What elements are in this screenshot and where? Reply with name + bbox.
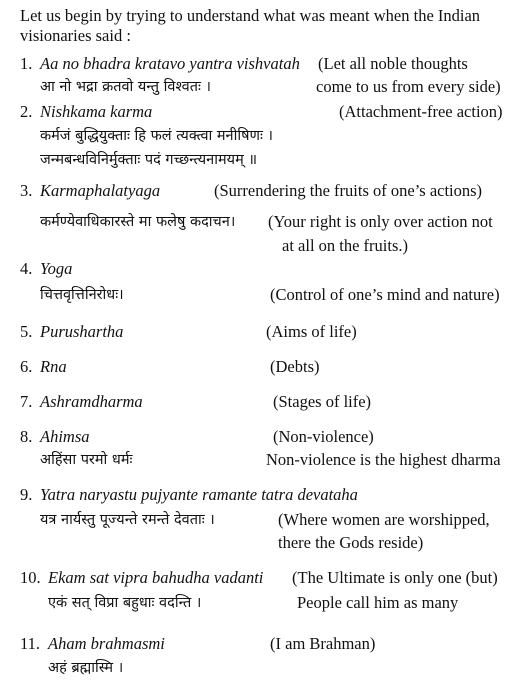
item-gloss: (Aims of life) [266,322,357,341]
item-number: 11. [20,634,41,653]
item-sanskrit: चित्तवृत्तिनिरोधः। [40,287,124,303]
item-gloss: (Control of one’s mind and nature) [270,285,500,304]
item-number: 10. [20,568,41,587]
item-gloss: (Non-violence) [273,427,374,446]
item-term: Rna [40,357,67,376]
item-gloss-continued: People call him as many [297,593,459,612]
item-gloss: (Attachment-free action) [339,102,503,121]
item-term: Yatra naryastu pujyante ramante tatra devataha [40,485,358,504]
item-gloss-continued: come to us from every side) [316,77,501,96]
item-number: 8. [20,427,33,446]
item-gloss-continued: at all on the fruits.) [282,236,409,255]
item-term: Aham brahmasmi [48,634,165,653]
item-term: Aa no bhadra kratavo yantra vishvatah [40,54,300,73]
item-sanskrit: आ नो भद्रा क्रतवो यन्तु विश्वतः । [40,79,212,95]
item-number: 1. [20,54,33,73]
intro-paragraph: Let us begin by trying to understand what was meant when the Indian visionaries said : [20,6,481,45]
item-gloss-continued: Non-violence is the highest dharma [266,450,501,469]
item-number: 7. [20,392,33,411]
item-number: 3. [20,181,33,200]
item-sanskrit: अहिंसा परमो धर्मः [40,452,133,468]
item-number: 6. [20,357,33,376]
item-term: Ahimsa [40,427,90,446]
item-gloss: (I am Brahman) [270,634,376,653]
item-number: 9. [20,485,33,504]
item-number: 2. [20,102,33,121]
item-sanskrit: यत्र नार्यस्तु पूज्यन्ते रमन्ते देवताः । [40,512,215,528]
item-gloss: (Let all noble thoughts [318,54,468,73]
item-number: 5. [20,322,33,341]
item-term: Nishkama karma [40,102,153,121]
item-term: Ashramdharma [40,392,143,411]
item-sanskrit: कर्मण्येवाधिकारस्ते मा फलेषु कदाचन। [40,214,236,230]
item-gloss: (Where women are worshipped, [278,510,490,529]
item-sanskrit: अहं ब्रह्मास्मि । [48,660,124,676]
item-sanskrit: कर्मजं बुद्धियुक्ताः हि फलं त्यक्त्वा मनीषिणः । [40,128,274,144]
item-sanskrit: एकं सत् विप्रा बहुधाः वदन्ति । [48,595,202,611]
item-gloss: (Surrendering the fruits of one’s actions) [214,181,483,200]
item-sanskrit-continued: जन्मबन्धविनिर्मुक्ताः पदं गच्छन्त्यनामयम् ॥ [40,152,258,168]
item-gloss: (Debts) [270,357,320,376]
item-gloss: (The Ultimate is only one (but) [292,568,498,587]
item-term: Purushartha [40,322,124,341]
item-term: Karmaphalatyaga [40,181,161,200]
item-gloss-continued: there the Gods reside) [278,533,424,552]
item-gloss: (Stages of life) [273,392,372,411]
item-term: Yoga [40,259,73,278]
item-number: 4. [20,259,33,278]
item-term: Ekam sat vipra bahudha vadanti [48,568,264,587]
item-gloss-continued: (Your right is only over action not [268,212,493,231]
